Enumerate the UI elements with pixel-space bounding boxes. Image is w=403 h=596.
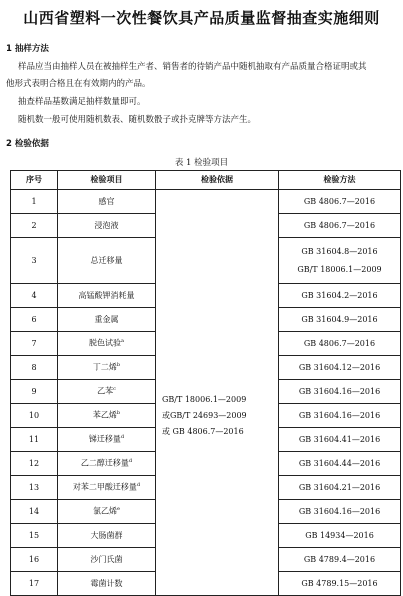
- method-line: GB 4806.7—2016: [303, 220, 376, 230]
- cell-item: [58, 524, 156, 548]
- item-name: 锑迁移量: [88, 434, 121, 444]
- cell-no: 7: [11, 332, 58, 356]
- cell-item: [58, 476, 156, 500]
- method-line: GB 4806.7—2016: [303, 338, 376, 348]
- cell-basis: [156, 190, 279, 596]
- cell-no: 13: [11, 476, 58, 500]
- item-name: 乙二醇迁移量: [80, 458, 129, 468]
- footnote-mark: a: [121, 338, 124, 345]
- item-name: 对苯二甲酸迁移量: [72, 482, 137, 492]
- section-2-heading: 2 检验依据: [6, 139, 49, 149]
- item-name: 高锰酸钾消耗量: [78, 290, 135, 300]
- cell-method: [279, 404, 401, 428]
- paragraph-1-line-2: 他形式表明合格且在有效期内的产品。: [6, 79, 151, 89]
- item-name: 丁二烯: [92, 362, 117, 372]
- cell-item: [58, 428, 156, 452]
- paragraph-2: 抽查样品基数满足抽样数量即可。: [18, 97, 146, 107]
- cell-method: [279, 284, 401, 308]
- method-line: GB 31604.8—2016: [301, 246, 378, 256]
- cell-no: 11: [11, 428, 58, 452]
- section-1-heading: 1 抽样方法: [6, 44, 49, 54]
- cell-method: [279, 500, 401, 524]
- cell-method: [279, 332, 401, 356]
- cell-no: 9: [11, 380, 58, 404]
- cell-item: [58, 356, 156, 380]
- item-name: 氯乙烯: [93, 506, 118, 516]
- cell-item: [58, 190, 156, 214]
- cell-method: [279, 214, 401, 238]
- item-name: 苯乙烯: [92, 410, 117, 420]
- cell-no: 3: [11, 238, 58, 284]
- method-line: GB 31604.16—2016: [298, 506, 381, 516]
- cell-no: 15: [11, 524, 58, 548]
- cell-item: [58, 332, 156, 356]
- footnote-mark: e: [117, 506, 120, 513]
- item-name: 大肠菌群: [90, 530, 123, 540]
- item-name: 沙门氏菌: [90, 554, 123, 564]
- method-line: GB 31604.16—2016: [298, 386, 381, 396]
- basis-line: 或 GB 4806.7—2016: [162, 426, 244, 436]
- cell-item: [58, 572, 156, 596]
- table-row: [11, 190, 401, 214]
- item-name: 浸泡液: [94, 220, 119, 230]
- footnote-mark: b: [116, 362, 121, 369]
- method-line: GB 4789.15—2016: [301, 578, 378, 588]
- basis-line: 或GB/T 24693—2009: [162, 410, 247, 420]
- method-line: GB 4806.7—2016: [303, 196, 376, 206]
- cell-no: 8: [11, 356, 58, 380]
- footnote-mark: d: [136, 482, 141, 489]
- item-name: 感官: [98, 196, 115, 206]
- method-line: GB 31604.2—2016: [301, 290, 378, 300]
- header-no: 序号: [11, 171, 58, 190]
- cell-no: 17: [11, 572, 58, 596]
- cell-item: [58, 404, 156, 428]
- method-line: GB 31604.41—2016: [298, 434, 381, 444]
- table-header-row: [11, 171, 401, 190]
- cell-item: [58, 380, 156, 404]
- method-line: GB/T 18006.1—2009: [297, 264, 382, 274]
- paragraph-3: 随机数一般可使用随机数表、随机数骰子或扑克牌等方法产生。: [18, 115, 257, 125]
- cell-no: 12: [11, 452, 58, 476]
- paragraph-1-line-1: 样品应当由抽样人员在被抽样生产者、销售者的待销产品中随机抽取有产品质量合格证明或其: [18, 62, 367, 72]
- cell-method: [279, 524, 401, 548]
- cell-item: [58, 214, 156, 238]
- cell-no: 16: [11, 548, 58, 572]
- cell-no: 14: [11, 500, 58, 524]
- header-item: 检验项目: [58, 171, 156, 190]
- cell-method: [279, 428, 401, 452]
- cell-item: [58, 238, 156, 284]
- cell-item: [58, 284, 156, 308]
- footnote-mark: c: [113, 386, 116, 393]
- item-name: 乙苯: [97, 386, 114, 396]
- footnote-mark: b: [116, 410, 121, 417]
- item-name: 霉菌计数: [90, 578, 123, 588]
- cell-method: [279, 238, 401, 284]
- method-line: GB 31604.21—2016: [298, 482, 381, 492]
- cell-item: [58, 548, 156, 572]
- cell-method: [279, 308, 401, 332]
- method-line: GB 4789.4—2016: [303, 554, 376, 564]
- item-name: 脱色试验: [89, 338, 121, 348]
- method-line: GB 31604.44—2016: [298, 458, 381, 468]
- basis-line: GB/T 18006.1—2009: [162, 394, 247, 404]
- item-name: 重金属: [94, 314, 119, 324]
- cell-no: 6: [11, 308, 58, 332]
- table-body: [11, 190, 401, 596]
- method-line: GB 31604.12—2016: [298, 362, 381, 372]
- cell-no: 4: [11, 284, 58, 308]
- item-name: 总迁移量: [90, 255, 123, 265]
- method-line: GB 31604.16—2016: [298, 410, 381, 420]
- cell-item: [58, 308, 156, 332]
- cell-method: [279, 548, 401, 572]
- footnote-mark: d: [128, 458, 133, 465]
- cell-method: [279, 356, 401, 380]
- cell-item: [58, 500, 156, 524]
- cell-item: [58, 452, 156, 476]
- cell-no: 10: [11, 404, 58, 428]
- footnote-mark: d: [120, 434, 125, 441]
- document-title: 山西省塑料一次性餐饮具产品质量监督抽查实施细则: [23, 9, 380, 27]
- header-method: 检验方法: [279, 171, 401, 190]
- cell-no: 1: [11, 190, 58, 214]
- cell-method: [279, 476, 401, 500]
- method-line: GB 31604.9—2016: [301, 314, 378, 324]
- method-line: GB 14934—2016: [305, 530, 374, 540]
- cell-method: [279, 190, 401, 214]
- cell-method: [279, 572, 401, 596]
- header-basis: 检验依据: [156, 171, 279, 190]
- cell-method: [279, 380, 401, 404]
- cell-method: [279, 452, 401, 476]
- table-caption: 表 1 检验项目: [174, 158, 229, 168]
- inspection-items-table: [10, 170, 401, 596]
- cell-no: 2: [11, 214, 58, 238]
